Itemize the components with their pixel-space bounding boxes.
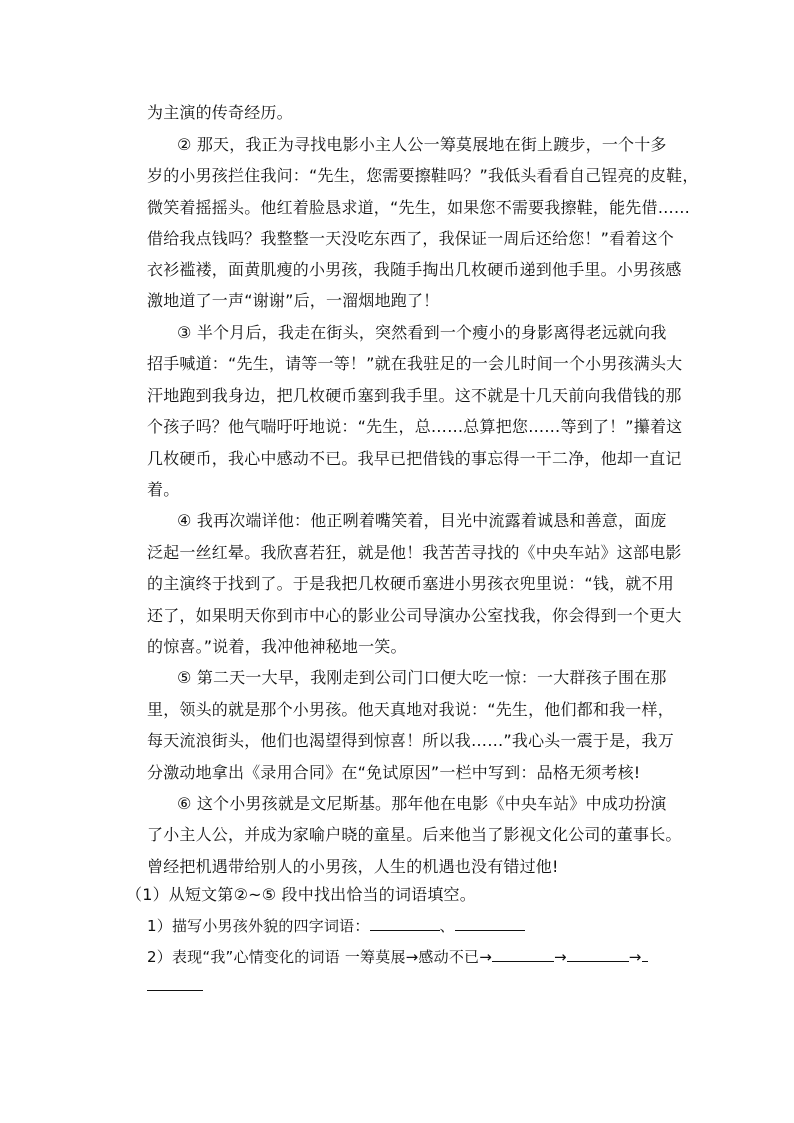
question-1-2: [147, 947, 648, 967]
paragraph-2-start: ② 那天，我正为寻找电影小主人公一筹莫展地在街上踱步，一个十多: [177, 135, 667, 154]
answer-blank-5-start[interactable]: [642, 947, 648, 962]
question-1-1: [147, 916, 525, 936]
passage-line: 里，领头的就是那个小男孩。他天真地对我说：“先生，他们都和我一样，: [147, 700, 674, 719]
question-1-2-continued: [147, 976, 203, 996]
passage-line: 着。: [147, 480, 180, 499]
paragraph-6-start: ⑥ 这个小男孩就是文尼斯基。那年他在电影《中央车站》中成功扮演: [177, 794, 667, 813]
passage-line: 了小主人公，并成为家喻户晓的童星。后来他当了影视文化公司的董事长。: [147, 825, 682, 844]
arrow: →: [628, 948, 642, 966]
answer-blank-4[interactable]: [567, 947, 629, 962]
arrow: →: [554, 948, 567, 966]
passage-line: 为主演的传奇经历。: [147, 103, 293, 122]
passage-line: 微笑着摇摇头。他红着脸恳求道，“先生，如果您不需要我擦鞋，能先借……: [147, 198, 691, 217]
passage-line: 招手喊道：“先生，请等一等！”就在我驻足的一会儿时间一个小男孩满头大: [147, 354, 683, 373]
passage-line: 汗地跑到我身边，把几枚硬币塞到我手里。这不就是十几天前向我借钱的那: [147, 386, 682, 405]
passage-line: 的主演终于找到了。于是我把几枚硬币塞进小男孩衣兜里说：“钱，就不用: [147, 574, 674, 593]
answer-blank-5[interactable]: [147, 976, 203, 991]
passage-line: 岁的小男孩拦住我问：“先生，您需要擦鞋吗？”我低头看看自己锃亮的皮鞋，: [147, 166, 699, 185]
blank-separator: 、: [439, 917, 455, 935]
answer-blank-2[interactable]: [455, 916, 525, 931]
paragraph-4-start: ④ 我再次端详他：他正咧着嘴笑着，目光中流露着诚恳和善意，面庞: [177, 511, 667, 530]
passage-line: 还了，如果明天你到市中心的影业公司导演办公室找我，你会得到一个更大: [147, 606, 682, 625]
answer-blank-1[interactable]: [370, 916, 440, 931]
passage-line: 分激动地拿出《录用合同》在“免试原因”一栏中写到：品格无须考核!: [147, 763, 641, 782]
paragraph-3-start: ③ 半个月后，我走在街头，突然看到一个瘦小的身影离得老远就向我: [177, 323, 667, 342]
paragraph-5-start: ⑤ 第二天一大早，我刚走到公司门口便大吃一惊：一大群孩子围在那: [177, 668, 667, 687]
passage-line: 每天流浪街头，他们也渴望得到惊喜！所以我……”我心头一震于是，我万: [147, 731, 674, 750]
question-1-2-label: 2）表现“我”心情变化的词语 一筹莫展→感动不已→: [147, 948, 492, 966]
passage-line: 几枚硬币，我心中感动不已。我早已把借钱的事忘得一干二净，他却一直记: [147, 449, 682, 468]
passage-line: 个孩子吗？他气喘吁吁地说：“先生，总……总算把您……等到了！”攥着这: [147, 417, 683, 436]
passage-line: 衣衫褴褛，面黄肌瘦的小男孩，我随手掏出几枚硬币递到他手里。小男孩感: [147, 260, 682, 279]
question-1-1-label: 1）描写小男孩外貌的四字词语：: [147, 917, 370, 935]
passage-line: 借给我点钱吗？我整整一天没吃东西了，我保证一周后还给您！”看着这个: [147, 229, 674, 248]
answer-blank-3[interactable]: [492, 947, 554, 962]
passage-line: 泛起一丝红晕。我欣喜若狂，就是他！我苦苦寻找的《中央车站》这部电影: [147, 543, 682, 562]
question-1-label: （1）从短文第②~⑤ 段中找出恰当的词语填空。: [126, 885, 476, 904]
passage-line: 的惊喜。”说着，我冲他神秘地一笑。: [147, 637, 407, 656]
passage-line: 激地道了一声“谢谢”后，一溜烟地跑了！: [147, 291, 440, 310]
passage-line: 曾经把机遇带给别人的小男孩，人生的机遇也没有错过他!: [147, 857, 559, 876]
